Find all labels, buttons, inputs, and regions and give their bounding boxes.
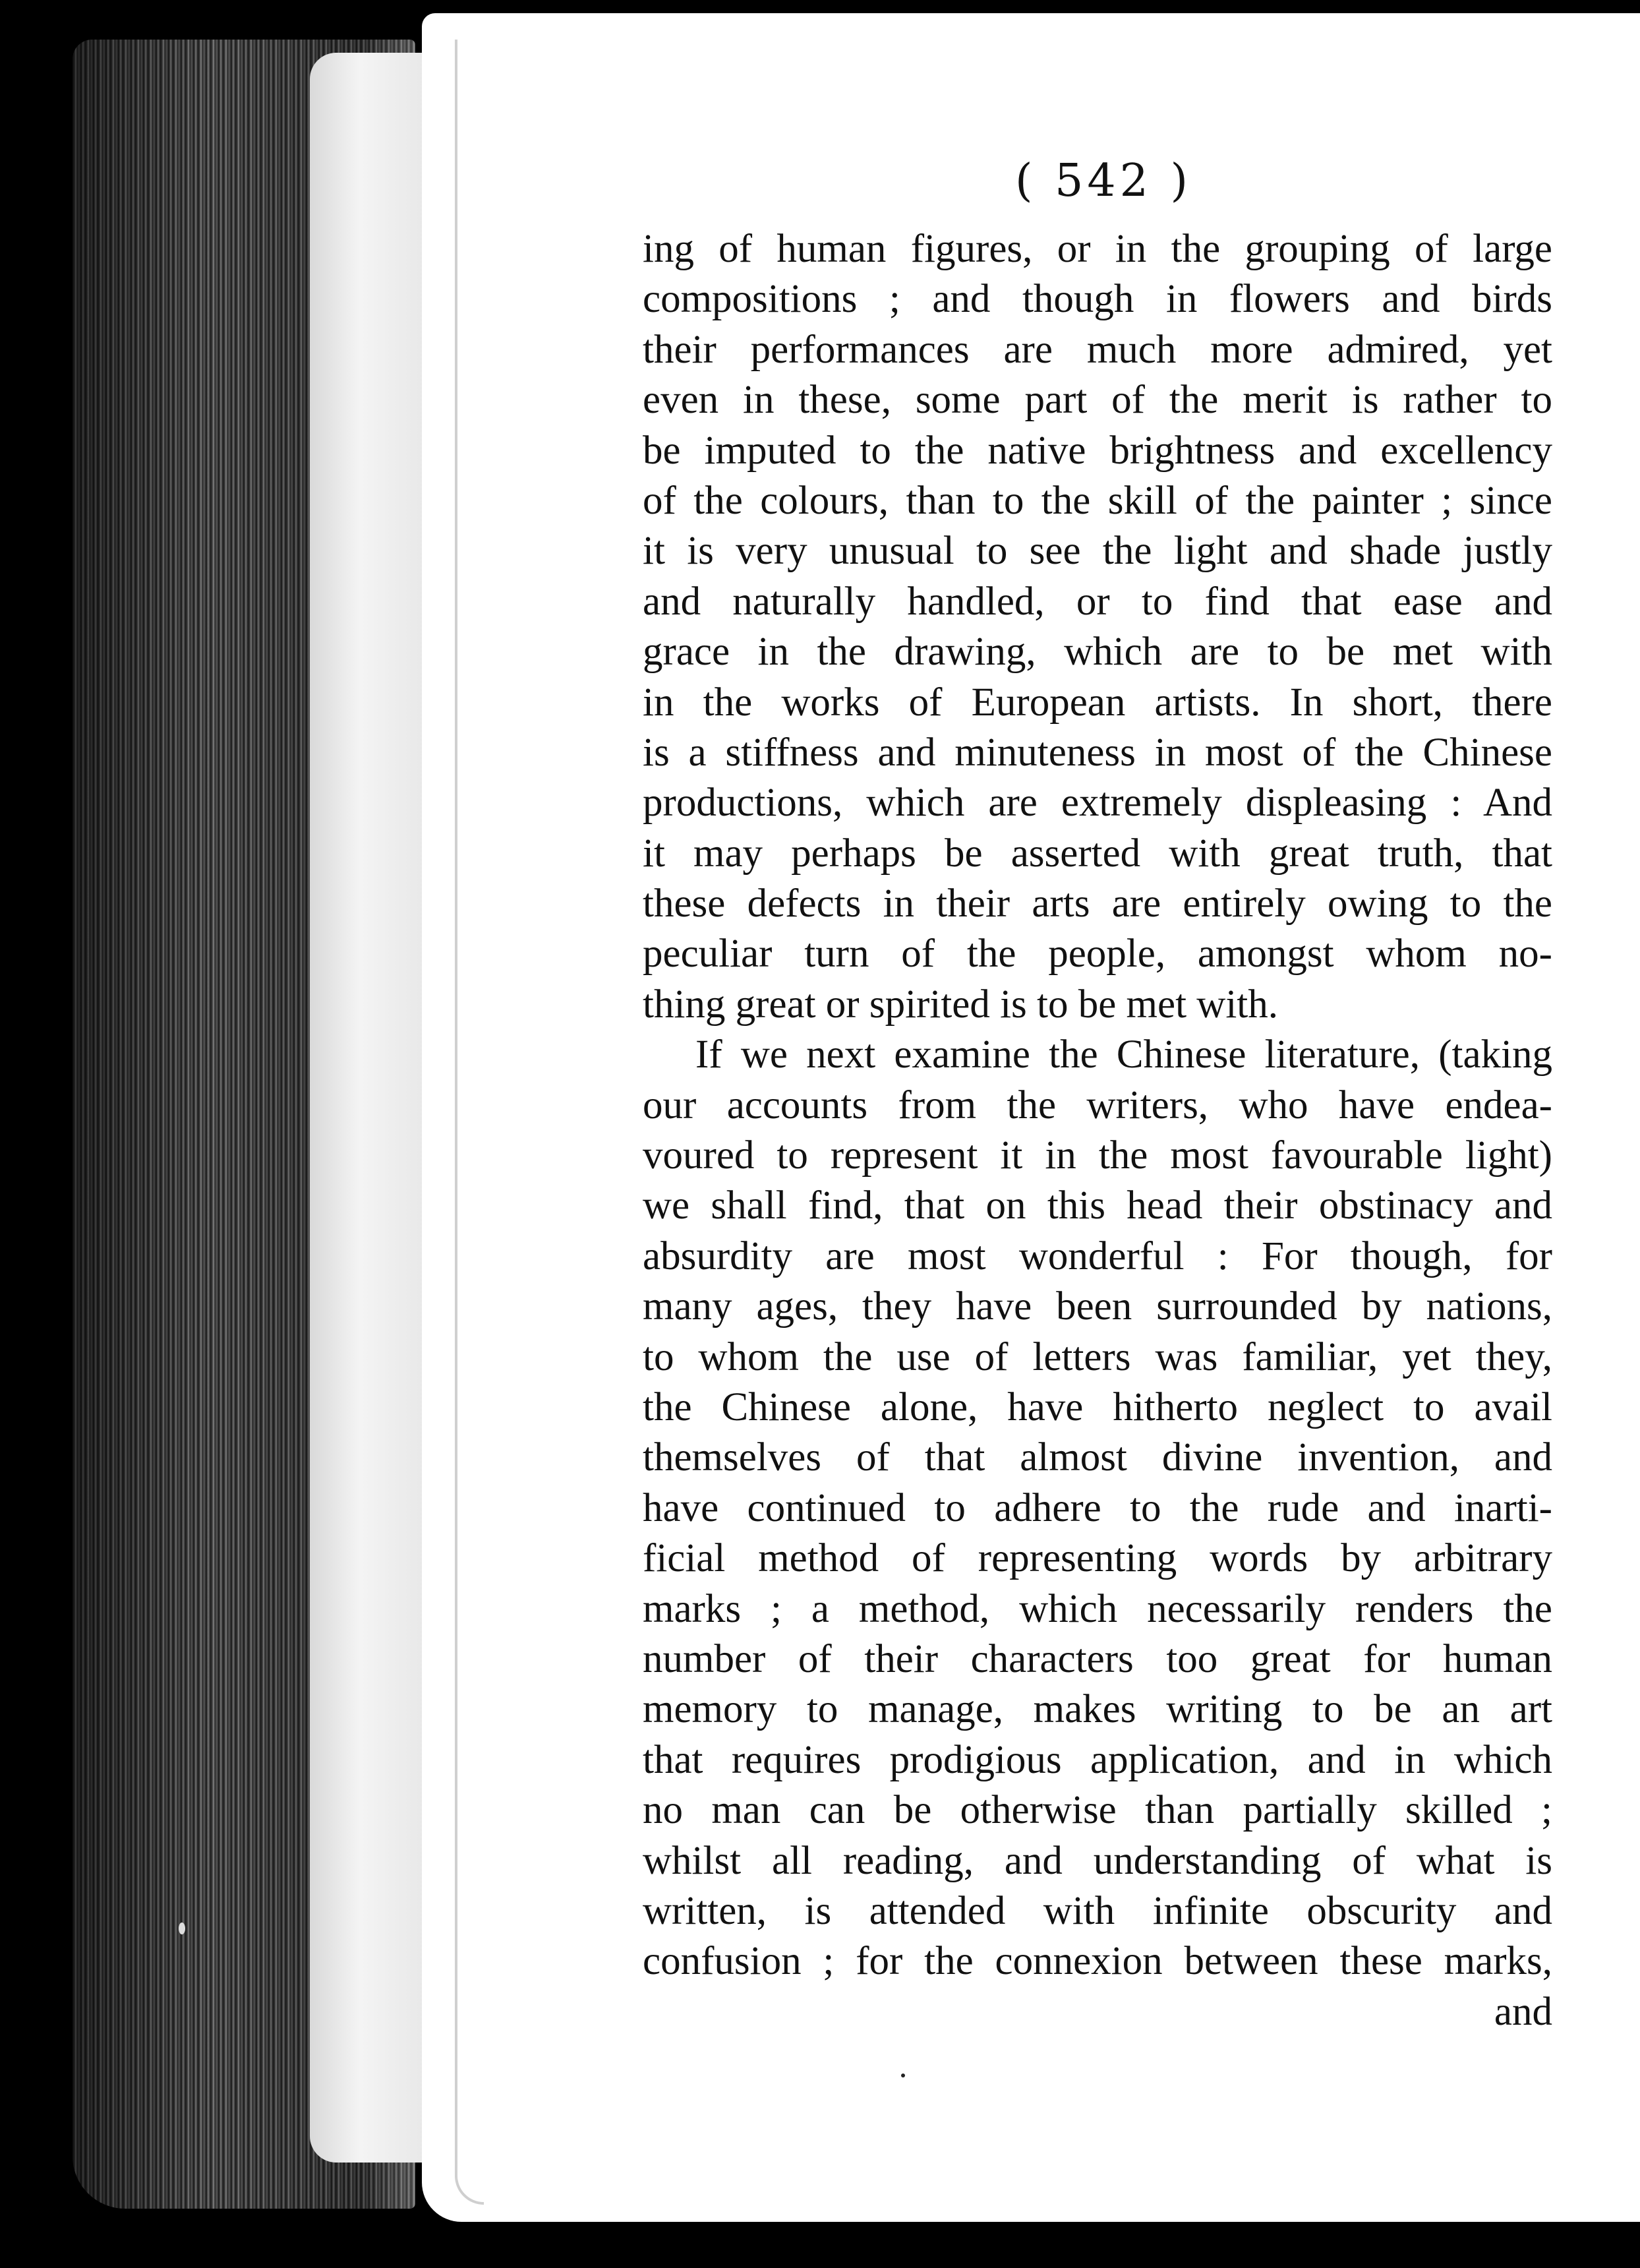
text-line: themselves of that almost divine invention, and <box>643 1435 1552 1480</box>
text-line: of the colours, than to the skill of the painter ; since <box>643 478 1552 523</box>
text-line: peculiar turn of the people, amongst whom no- <box>643 932 1552 976</box>
text-line: number of their characters too great for human <box>643 1636 1552 1681</box>
page-curl-shadow <box>455 40 484 2205</box>
text-line: is a stiffness and minuteness in most of the Chinese <box>643 730 1552 775</box>
text-line: ing of human figures, or in the grouping of large <box>643 227 1552 271</box>
text-line: compositions ; and though in flowers and birds <box>643 277 1552 322</box>
text-line: If we next examine the Chinese literature, (taking <box>695 1032 1552 1077</box>
speck-mark <box>179 1923 185 1934</box>
text-line: ficial method of representing words by arbitrary <box>643 1536 1552 1581</box>
text-line: it may perhaps be asserted with great truth, that <box>643 831 1552 876</box>
page-inner-edge <box>310 53 435 2163</box>
text-line: marks ; a method, which necessarily renders the <box>643 1586 1552 1631</box>
text-line: have continued to adhere to the rude and inarti- <box>643 1485 1552 1530</box>
text-line: voured to represent it in the most favourable light) <box>643 1133 1552 1178</box>
text-line: to whom the use of letters was familiar, yet they, <box>643 1334 1552 1379</box>
text-line: written, is attended with infinite obscurity and <box>643 1888 1552 1933</box>
text-line: the Chinese alone, have hitherto neglect to avail <box>643 1385 1552 1429</box>
text-line: productions, which are extremely displeasing : And <box>643 781 1552 825</box>
text-line: that requires prodigious application, and in which <box>643 1737 1552 1782</box>
text-line: memory to manage, makes writing to be an art <box>643 1687 1552 1732</box>
text-line: confusion ; for the connexion between these marks, <box>643 1939 1552 1984</box>
text-line: absurdity are most wonderful : For though, for <box>643 1234 1552 1278</box>
text-line: whilst all reading, and understanding of what is <box>643 1838 1552 1883</box>
text-line: thing great or spirited is to be met with. <box>643 982 1278 1027</box>
body-text <box>643 224 1552 2037</box>
text-line: no man can be otherwise than partially skilled ; <box>643 1788 1552 1833</box>
text-line: even in these, some part of the merit is rather to <box>643 378 1552 423</box>
text-line: be imputed to the native brightness and excellency <box>643 428 1552 473</box>
text-line: grace in the drawing, which are to be met with <box>643 630 1552 674</box>
text-line: their performances are much more admired, yet <box>643 327 1552 372</box>
text-line: and naturally handled, or to find that ease and <box>643 579 1552 624</box>
text-line: in the works of European artists. In short, there <box>643 680 1552 725</box>
text-line: these defects in their arts are entirely owing to the <box>643 881 1552 926</box>
text-line: many ages, they have been surrounded by nations, <box>643 1284 1552 1329</box>
speck-mark <box>901 2074 905 2077</box>
text-line: we shall find, that on this head their obstinacy and <box>643 1183 1552 1228</box>
text-line: it is very unusual to see the light and shade justly <box>643 529 1552 574</box>
text-line: our accounts from the writers, who have endea- <box>643 1083 1552 1127</box>
page-number: ( 542 ) <box>1015 155 1192 207</box>
catchword: and <box>1494 1989 1552 2034</box>
